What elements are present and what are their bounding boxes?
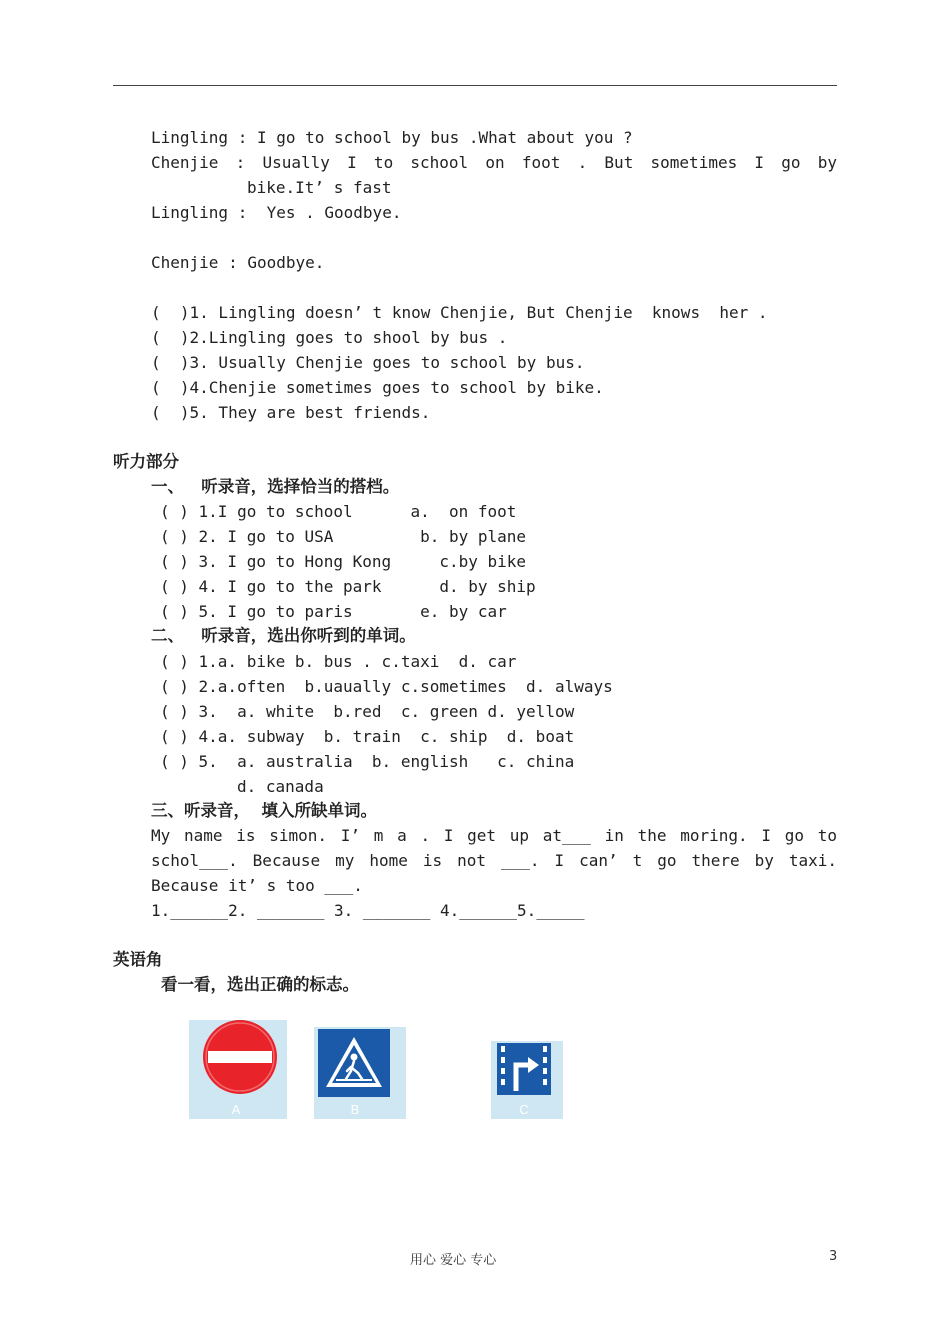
part2-title: 二、 听录音，选出你听到的单词。 <box>151 626 416 645</box>
sign-b <box>314 1027 406 1119</box>
sign-c <box>491 1041 563 1119</box>
sign-c-label: C <box>519 1102 529 1117</box>
dialogue-line: bike.It’ s fast <box>247 178 392 197</box>
english-corner-instruction: 看一看，选出正确的标志。 <box>161 975 359 994</box>
right-turn-lane-sign-icon <box>497 1043 551 1095</box>
part3-line: Because it’ s too ___. <box>151 876 363 895</box>
part1-item: ( ) 5. I go to paris e. by car <box>160 602 507 621</box>
sign-b-label: B <box>350 1102 360 1117</box>
dialogue-line: Chenjie : Usually I to school on foot . But sometimes I go by <box>151 153 837 172</box>
dialogue-line: Chenjie : Goodbye. <box>151 253 325 272</box>
sign-a-label: A <box>231 1102 241 1117</box>
part1-item: ( ) 3. I go to Hong Kong c.by bike <box>160 552 527 571</box>
pedestrian-crossing-sign-icon <box>318 1029 390 1097</box>
part1-item: ( ) 4. I go to the park d. by ship <box>160 577 536 596</box>
part3-answer-blanks: 1.______2. _______ 3. _______ 4.______5._____ <box>151 901 585 920</box>
tf-item: ( )1. Lingling doesn’ t know Chenjie, But Chenjie knows her . <box>151 303 768 322</box>
part2-item: ( ) 3. a. white b.red c. green d. yellow <box>160 702 575 721</box>
part2-item: ( ) 5. a. australia b. english c. china <box>160 752 575 771</box>
part3-line: schol___. Because my home is not ___. I can’ t go there by taxi. <box>151 851 837 870</box>
tf-item: ( )5. They are best friends. <box>151 403 431 422</box>
part3-line: My name is simon. I’ m a . I get up at___ in the moring. I go to <box>151 826 837 845</box>
footer-motto: 用心 爱心 专心 <box>410 1253 497 1268</box>
part1-item: ( ) 1.I go to school a. on foot <box>160 502 517 521</box>
part1-item: ( ) 2. I go to USA b. by plane <box>160 527 527 546</box>
section-heading-listening: 听力部分 <box>113 452 179 471</box>
part2-item-continued: d. canada <box>237 777 324 796</box>
part2-item: ( ) 1.a. bike b. bus . c.taxi d. car <box>160 652 517 671</box>
dialogue-line: Lingling : I go to school by bus .What about you ? <box>151 128 633 147</box>
page-number: 3 <box>829 1249 838 1264</box>
part3-title: 三、听录音， 填入所缺单词。 <box>151 801 377 820</box>
tf-item: ( )4.Chenjie sometimes goes to school by bike. <box>151 378 604 397</box>
sign-a <box>189 1020 287 1119</box>
section-heading-english-corner: 英语角 <box>113 950 163 969</box>
part2-item: ( ) 2.a.often b.uaually c.sometimes d. always <box>160 677 613 696</box>
part2-item: ( ) 4.a. subway b. train c. ship d. boat <box>160 727 575 746</box>
tf-item: ( )2.Lingling goes to shool by bus . <box>151 328 508 347</box>
dialogue-line: Lingling : Yes . Goodbye. <box>151 203 402 222</box>
part1-title: 一、 听录音，选择恰当的搭档。 <box>151 477 400 496</box>
no-entry-sign-icon <box>203 1020 277 1094</box>
tf-item: ( )3. Usually Chenjie goes to school by bus. <box>151 353 585 372</box>
header-rule <box>113 85 837 86</box>
